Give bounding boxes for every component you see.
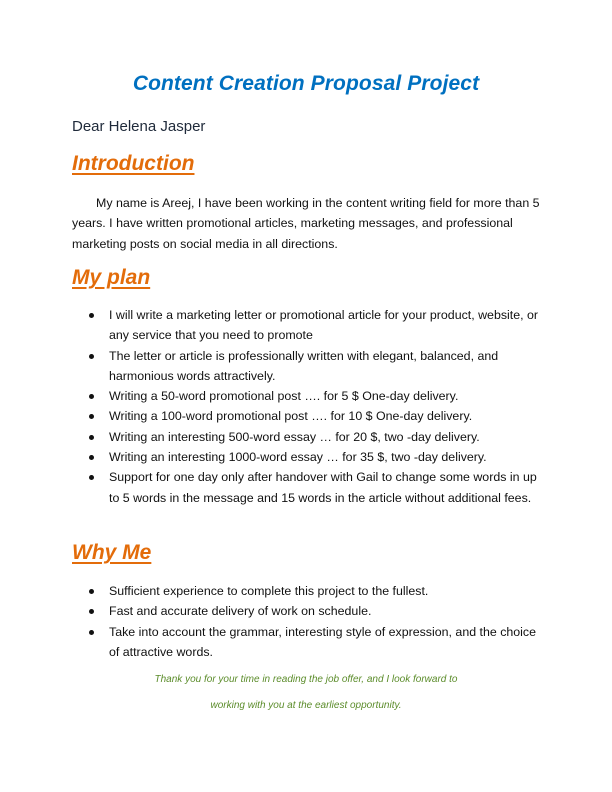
bullet-icon (89, 313, 94, 318)
why-me-heading: Why Me (72, 541, 152, 564)
list-item-text: Writing a 100-word promotional post …. for 10 $ One-day delivery. (109, 409, 473, 424)
bullet-icon (89, 475, 94, 480)
list-item-text: The letter or article is professionally written with elegant, balanced, and harmonious words attractively. (109, 348, 499, 383)
list-item-text: Fast and accurate delivery of work on schedule. (109, 604, 372, 619)
list-item-text: Writing an interesting 500-word essay … for 20 $, two -day delivery. (109, 429, 480, 444)
bullet-icon (89, 455, 94, 460)
introduction-paragraph: My name is Areej, I have been working in the content writing field for more than 5 years. I have written promotional articles, marketing messages, and professional marketing posts on social media in all directions. (72, 196, 540, 251)
greeting: Dear Helena Jasper (72, 118, 206, 135)
list-item (72, 386, 540, 406)
list-item-text: Writing a 50-word promotional post …. for 5 $ One-day delivery. (109, 389, 459, 404)
list-item-text: Support for one day only after handover with Gail to change some words in up to 5 words in the message and 15 words in the article without additional fees. (109, 470, 537, 505)
list-item (72, 346, 540, 387)
closing-line-2: working with you at the earliest opportunity. (210, 700, 402, 711)
plan-list (72, 305, 540, 508)
plan-heading: My plan (72, 266, 151, 289)
bullet-icon (89, 609, 94, 614)
list-item (72, 467, 540, 508)
why-me-list (72, 581, 540, 662)
bullet-icon (89, 589, 94, 594)
list-item-text: I will write a marketing letter or promotional article for your product, website, or any service that you need to promote (109, 308, 539, 343)
list-item-text: Writing an interesting 1000-word essay … for 35 $, two -day delivery. (109, 450, 487, 465)
list-item (72, 427, 540, 447)
list-item (72, 447, 540, 467)
list-item-text: Sufficient experience to complete this project to the fullest. (109, 584, 429, 598)
list-item (72, 581, 540, 601)
bullet-icon (89, 435, 94, 440)
bullet-icon (89, 354, 94, 359)
list-item (72, 305, 540, 346)
list-item (72, 622, 540, 663)
closing-line-1: Thank you for your time in reading the job offer, and I look forward to (154, 674, 458, 685)
bullet-icon (89, 630, 94, 635)
list-item-text: Take into account the grammar, interesting style of expression, and the choice of attractive words. (109, 624, 537, 659)
bullet-icon (89, 414, 94, 419)
list-item (72, 406, 540, 426)
document-title: Content Creation Proposal Project (132, 72, 480, 95)
bullet-icon (89, 394, 94, 399)
list-item (72, 601, 540, 621)
introduction-heading: Introduction (72, 152, 195, 175)
